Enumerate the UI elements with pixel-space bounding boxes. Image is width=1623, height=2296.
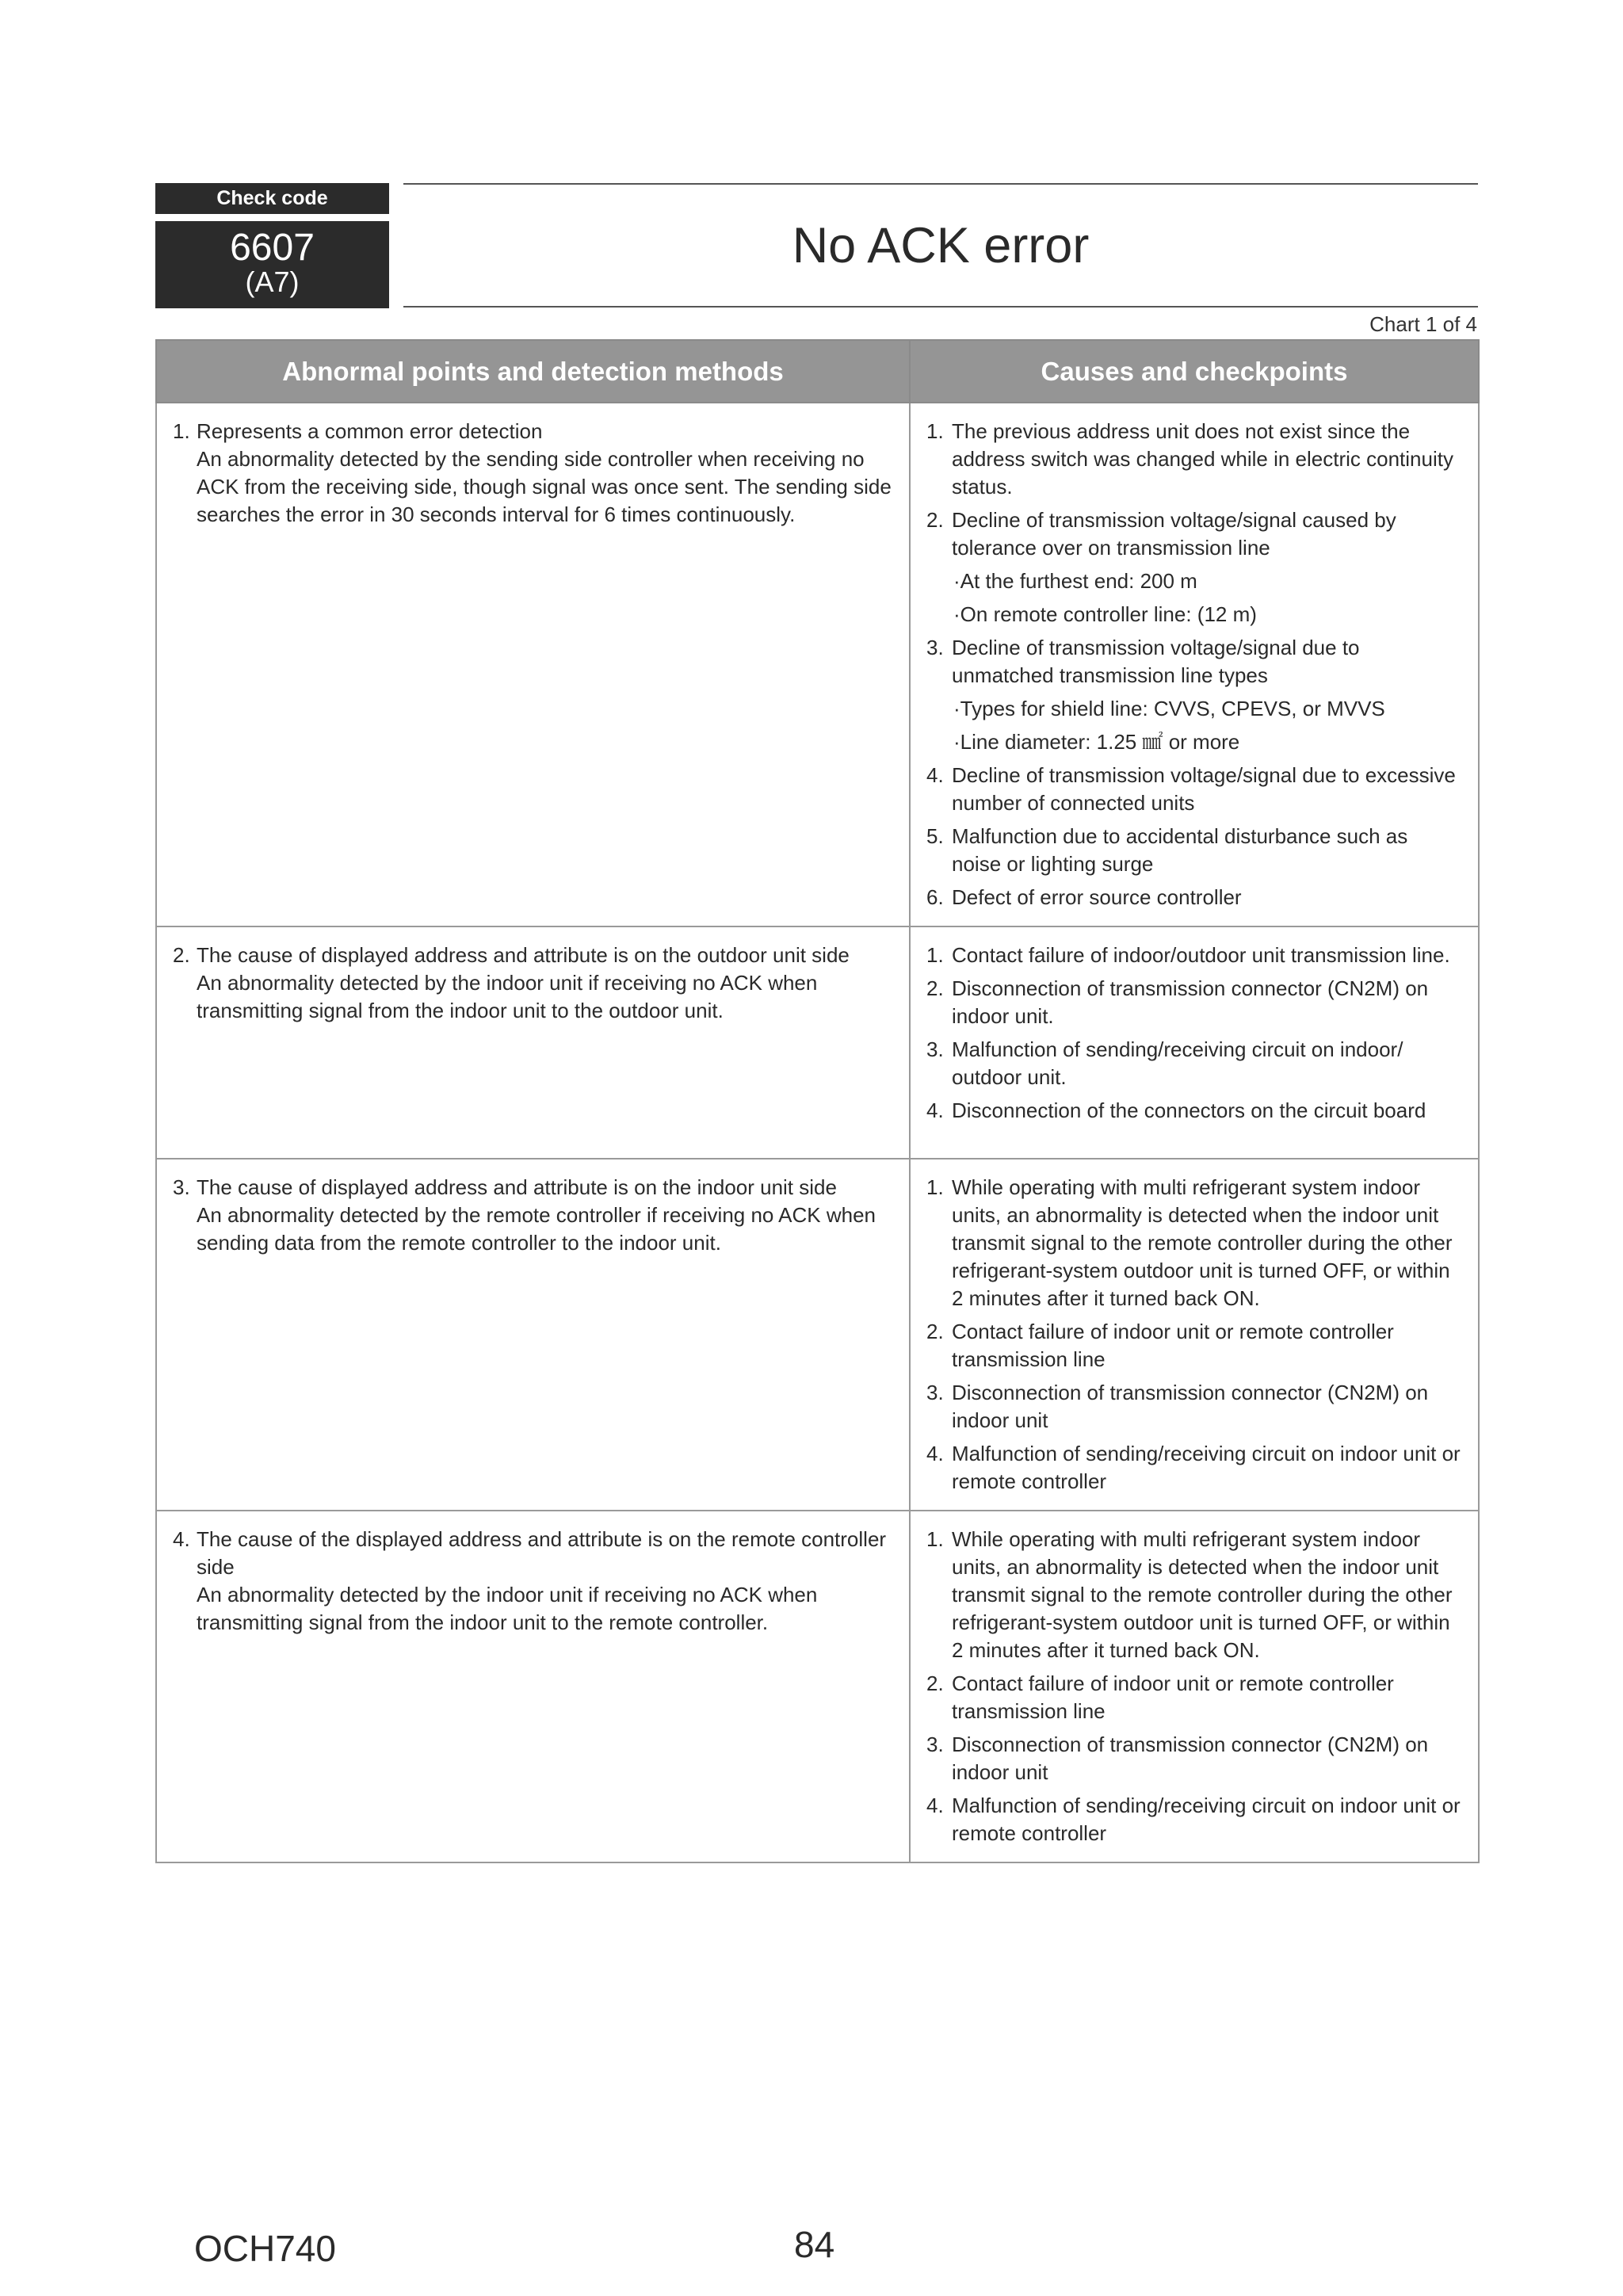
causes-cell [910, 1159, 1479, 1511]
cause-item [926, 762, 1462, 817]
cause-number: 3. [926, 1733, 944, 1756]
cause-number: 1. [926, 1175, 944, 1199]
abnormal-point-item [173, 1174, 893, 1257]
cause-number: 3. [926, 636, 944, 659]
cause-subpoint: ·On remote controller line: (12 m) [953, 602, 1257, 626]
cause-subpoint: ·At the furthest end: 200 m [953, 569, 1197, 593]
cause-text: Decline of transmission voltage/signal caused by tolerance over on transmission line [952, 508, 1396, 560]
cause-text: Disconnection of transmission connector (CN2M) on indoor unit [952, 1733, 1429, 1784]
error-code: 6607 [230, 227, 315, 269]
item-number: 2. [173, 943, 190, 967]
cause-number: 3. [926, 1037, 944, 1061]
cause-text: Defect of error source controller [952, 885, 1242, 909]
cause-item [926, 1792, 1462, 1847]
page-title: No ACK error [792, 218, 1090, 273]
cause-text: While operating with multi refrigerant system indoor units, an abnormality is detected when the indoor unit transmit signal to the remote controller during the other refrigerant-system outdoor unit is turned OFF, or within 2 minutes after it turned back ON. [952, 1175, 1453, 1310]
chart-page-label: Chart 1 of 4 [1369, 312, 1477, 336]
abnormal-point-description: An abnormality detected by the indoor unit if receiving no ACK when transmitting signal from the indoor unit to the remote controller. [197, 1583, 818, 1634]
cause-text: The previous address unit does not exist since the address switch was changed while in electric continuity status. [952, 419, 1453, 499]
abnormal-point-item [173, 418, 893, 529]
abnormal-point-item [173, 1526, 893, 1637]
item-number: 4. [173, 1527, 190, 1551]
cause-item [926, 1526, 1462, 1664]
causes-list [926, 1174, 1462, 1496]
cause-item [926, 634, 1462, 756]
table-row [156, 1159, 1479, 1511]
error-table [155, 339, 1480, 1863]
item-number: 3. [173, 1175, 190, 1199]
cause-text: Contact failure of indoor/outdoor unit transmission line. [952, 943, 1450, 967]
causes-list [926, 418, 1462, 911]
cause-number: 5. [926, 824, 944, 848]
cause-item [926, 506, 1462, 628]
cause-item [926, 1036, 1462, 1091]
abnormal-point-description: An abnormality detected by the remote controller if receiving no ACK when sending data from the remote controller to the indoor unit. [197, 1203, 876, 1255]
cause-item [926, 1318, 1462, 1373]
causes-cell [910, 1511, 1479, 1862]
cause-text: While operating with multi refrigerant system indoor units, an abnormality is detected when the indoor unit transmit signal to the remote controller during the other refrigerant-system outdoor unit is turned OFF, or within 2 minutes after it turned back ON. [952, 1527, 1453, 1662]
abnormal-point-cell [156, 403, 910, 926]
causes-list [926, 1526, 1462, 1847]
cause-text: Decline of transmission voltage/signal due to excessive number of connected units [952, 763, 1456, 815]
cause-text: Malfunction of sending/receiving circuit on indoor unit or remote controller [952, 1794, 1461, 1845]
abnormal-point-heading: Represents a common error detection [197, 419, 543, 443]
item-number: 1. [173, 419, 190, 443]
cause-number: 4. [926, 763, 944, 787]
cause-number: 2. [926, 1671, 944, 1695]
abnormal-point-cell [156, 926, 910, 1159]
abnormal-point-item [173, 942, 893, 1025]
cause-number: 4. [926, 1098, 944, 1122]
column-header-causes: Causes and checkpoints [910, 340, 1479, 403]
cause-item [926, 884, 1462, 911]
abnormal-point-cell [156, 1159, 910, 1511]
cause-text: Disconnection of transmission connector (CN2M) on indoor unit [952, 1381, 1429, 1432]
column-header-abnormal-points: Abnormal points and detection methods [156, 340, 910, 403]
cause-text: Malfunction of sending/receiving circuit on indoor/ outdoor unit. [952, 1037, 1403, 1089]
cause-text: Disconnection of transmission connector (CN2M) on indoor unit. [952, 976, 1429, 1028]
table-row [156, 403, 1479, 926]
cause-text: Contact failure of indoor unit or remote controller transmission line [952, 1320, 1394, 1371]
table-row [156, 926, 1479, 1159]
cause-number: 1. [926, 943, 944, 967]
error-code-alt: (A7) [245, 266, 300, 298]
error-code-box [155, 221, 389, 308]
abnormal-point-heading: The cause of displayed address and attribute is on the outdoor unit side [197, 943, 850, 967]
cause-number: 3. [926, 1381, 944, 1404]
cause-number: 4. [926, 1442, 944, 1465]
abnormal-point-description: An abnormality detected by the sending side controller when receiving no ACK from the receiving side, though signal was once sent. The sending side searches the error in 30 seconds interval for 6 times continuously. [197, 447, 892, 526]
cause-number: 2. [926, 1320, 944, 1343]
cause-item [926, 1174, 1462, 1312]
cause-number: 2. [926, 976, 944, 1000]
cause-text: Disconnection of the connectors on the circuit board [952, 1098, 1426, 1122]
cause-item [926, 1097, 1462, 1125]
cause-item [926, 1670, 1462, 1725]
table-body [156, 403, 1479, 1862]
cause-text: Contact failure of indoor unit or remote controller transmission line [952, 1671, 1394, 1723]
cause-item [926, 418, 1462, 501]
cause-text: Malfunction of sending/receiving circuit on indoor unit or remote controller [952, 1442, 1461, 1493]
cause-text: Malfunction due to accidental disturbance such as noise or lighting surge [952, 824, 1408, 876]
cause-number: 1. [926, 419, 944, 443]
cause-item [926, 823, 1462, 878]
cause-text: Decline of transmission voltage/signal due to unmatched transmission line types [952, 636, 1360, 687]
cause-number: 4. [926, 1794, 944, 1817]
cause-number: 6. [926, 885, 944, 909]
cause-subpoint: ·Types for shield line: CVVS, CPEVS, or MVVS [953, 697, 1385, 720]
cause-item [926, 942, 1462, 969]
title-bottom-rule [403, 306, 1478, 308]
title-top-rule [403, 183, 1478, 185]
causes-list [926, 942, 1462, 1125]
cause-number: 2. [926, 508, 944, 532]
table-header-row [156, 340, 1479, 403]
causes-cell [910, 926, 1479, 1159]
check-code-label: Check code [155, 183, 389, 214]
table-row [156, 1511, 1479, 1862]
cause-subpoint: ·Line diameter: 1.25 ㎟ or more [953, 730, 1240, 754]
abnormal-point-heading: The cause of displayed address and attribute is on the indoor unit side [197, 1175, 837, 1199]
page-number: 84 [794, 2224, 835, 2265]
abnormal-point-description: An abnormality detected by the indoor unit if receiving no ACK when transmitting signal from the indoor unit to the outdoor unit. [197, 971, 818, 1022]
abnormal-point-cell [156, 1511, 910, 1862]
document-code: OCH740 [194, 2228, 336, 2269]
cause-item [926, 975, 1462, 1030]
abnormal-point-heading: The cause of the displayed address and attribute is on the remote controller side [197, 1527, 887, 1579]
cause-item [926, 1440, 1462, 1496]
cause-item [926, 1379, 1462, 1435]
cause-number: 1. [926, 1527, 944, 1551]
causes-cell [910, 403, 1479, 926]
cause-item [926, 1731, 1462, 1786]
